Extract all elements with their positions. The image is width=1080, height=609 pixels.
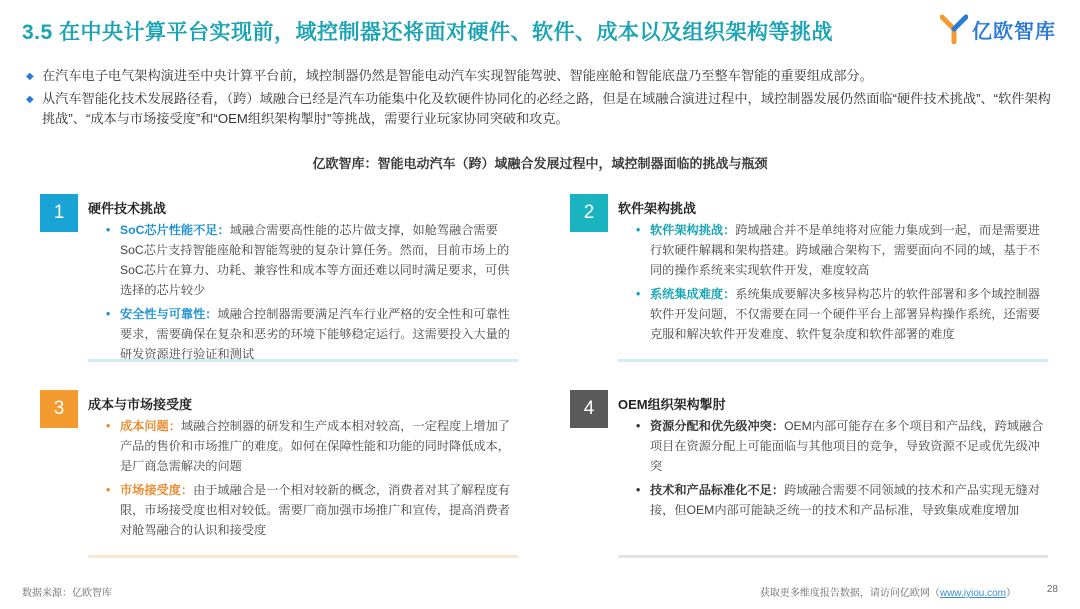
challenge-keyword: 资源分配和优先级冲突：	[650, 419, 785, 433]
challenge-keyword: SoC芯片性能不足：	[120, 223, 230, 237]
challenge-card-hardware	[28, 194, 518, 362]
page-number: 28	[1046, 584, 1058, 595]
card-body	[618, 414, 1048, 558]
card-body	[88, 414, 518, 558]
challenge-text: 由于域融合是一个相对较新的概念，消费者对其了解程度有限，市场接受度也相对较低。需要厂商加强市场推广和宣传，提高消费者对舱驾融合的认识和接受度	[120, 483, 510, 537]
bullet-dot-icon: •	[106, 223, 111, 237]
card-number-badge: 4	[570, 390, 608, 428]
card-number-badge: 3	[40, 390, 78, 428]
challenge-card-software	[558, 194, 1048, 362]
card-title: 成本与市场接受度	[88, 397, 193, 412]
challenge-text: 域融合需要高性能的芯片做支撑，如舱驾融合需要SoC芯片支持智能座舱和智能驾驶的复杂计算任务。然而，目前市场上的SoC芯片在算力、功耗、兼容性和成本等方面还难以同时满足要求，可供选择的芯片较少	[120, 223, 510, 297]
brand-logo	[940, 14, 1056, 44]
challenge-text: 域融合控制器需要满足汽车行业严格的安全性和可靠性要求，需要确保在复杂和恶劣的环境下能够稳定运行。这需要投入大量的研发资源进行验证和测试	[120, 307, 510, 361]
challenge-text: 系统集成要解决多核异构芯片的软件部署和多个域控制器软件开发问题，不仅需要在同一个硬件平台上部署异构操作系统，还需要克服和解决软件开发难度、软件复杂度和软件部署的难度	[650, 287, 1040, 341]
challenge-text: OEM内部可能存在多个项目和产品线，跨域融合项目在资源分配上可能面临与其他项目的竞争，导致资源不足或优先级冲突	[650, 419, 1044, 473]
challenge-keyword: 成本问题：	[120, 419, 181, 433]
challenge-card-cost-market	[28, 390, 518, 558]
card-body	[618, 218, 1048, 362]
challenge-keyword: 软件架构挑战：	[650, 223, 736, 237]
logo-text: 亿欧智库	[972, 20, 1056, 43]
bullet-dot-icon: •	[636, 287, 641, 301]
intro-bullet-text: 在汽车电子电气架构演进至中央计算平台前，域控制器仍然是智能电动汽车实现智能驾驶、智能座舱和智能底盘乃至整车智能的重要组成部分。	[42, 68, 873, 83]
challenge-keyword: 安全性与可靠性：	[120, 307, 218, 321]
challenge-card-oem-organization	[558, 390, 1048, 558]
card-body	[88, 218, 518, 362]
bullet-dot-icon: •	[636, 223, 641, 237]
challenge-item	[636, 284, 1048, 344]
intro-bullets	[26, 66, 1056, 131]
challenge-item	[106, 304, 518, 364]
challenge-keyword: 市场接受度：	[120, 483, 194, 497]
challenge-item	[106, 480, 518, 540]
intro-bullet	[26, 89, 1056, 129]
card-number-badge: 2	[570, 194, 608, 232]
card-title: 软件架构挑战	[618, 201, 697, 216]
bullet-dot-icon: •	[636, 483, 641, 497]
challenge-text: 域融合控制器的研发和生产成本相对较高，一定程度上增加了产品的售价和市场推广的难度。如何在保障性能和功能的同时降低成本，是厂商急需解决的问题	[120, 419, 510, 473]
bullet-dot-icon: •	[106, 483, 111, 497]
footer-prefix: 获取更多维度报告数据，请访问亿欧网（	[759, 588, 940, 599]
challenge-text: 跨域融合需要不同领域的技术和产品实现无缝对接，但OEM内部可能缺乏统一的技术和产品标准，导致集成难度增加	[650, 483, 1040, 517]
card-number-badge: 1	[40, 194, 78, 232]
card-title: 硬件技术挑战	[88, 201, 167, 216]
website-link[interactable]: www.iyiou.com	[939, 588, 1006, 599]
challenge-keyword: 技术和产品标准化不足：	[650, 483, 785, 497]
diamond-bullet-icon: ◆	[26, 94, 34, 105]
challenge-keyword: 系统集成难度：	[650, 287, 736, 301]
intro-bullet-text: 从汽车智能化技术发展路径看，（跨）域融合已经是汽车功能集中化及软硬件协同化的必经之路，但是在域融合演进过程中，域控制器发展仍然面临“硬件技术挑战”、“软件架构挑战”、“成本与市场接受度”和“OEM组织架构掣肘”等挑战，需要行业玩家协同突破和攻克。	[42, 91, 1051, 126]
page-title: 3.5 在中央计算平台实现前，域控制器还将面对硬件、软件、成本以及组织架构等挑战	[22, 21, 834, 44]
challenge-item	[106, 220, 518, 300]
challenge-text: 跨域融合并不是单纯将对应能力集成到一起，而是需要进行软硬件解耦和架构搭建。跨域融合架构下，需要面向不同的域，基于不同的操作系统来实现软件开发，难度较高	[650, 223, 1040, 277]
bullet-dot-icon: •	[636, 419, 641, 433]
bullet-dot-icon: •	[106, 307, 111, 321]
section-subtitle: 亿欧智库：智能电动汽车（跨）域融合发展过程中，域控制器面临的挑战与瓶颈	[312, 156, 768, 171]
card-title: OEM组织架构掣肘	[618, 397, 726, 412]
yiou-logo-icon	[940, 14, 968, 44]
challenge-item	[636, 416, 1048, 476]
intro-bullet	[26, 66, 1056, 87]
challenge-item	[636, 220, 1048, 280]
footer-suffix: ）	[1006, 588, 1016, 599]
data-source: 数据来源：亿欧智库	[22, 588, 112, 599]
bullet-dot-icon: •	[106, 419, 111, 433]
footer-more-info	[760, 584, 1016, 599]
challenge-item	[636, 480, 1048, 520]
challenge-item	[106, 416, 518, 476]
diamond-bullet-icon: ◆	[26, 71, 34, 82]
